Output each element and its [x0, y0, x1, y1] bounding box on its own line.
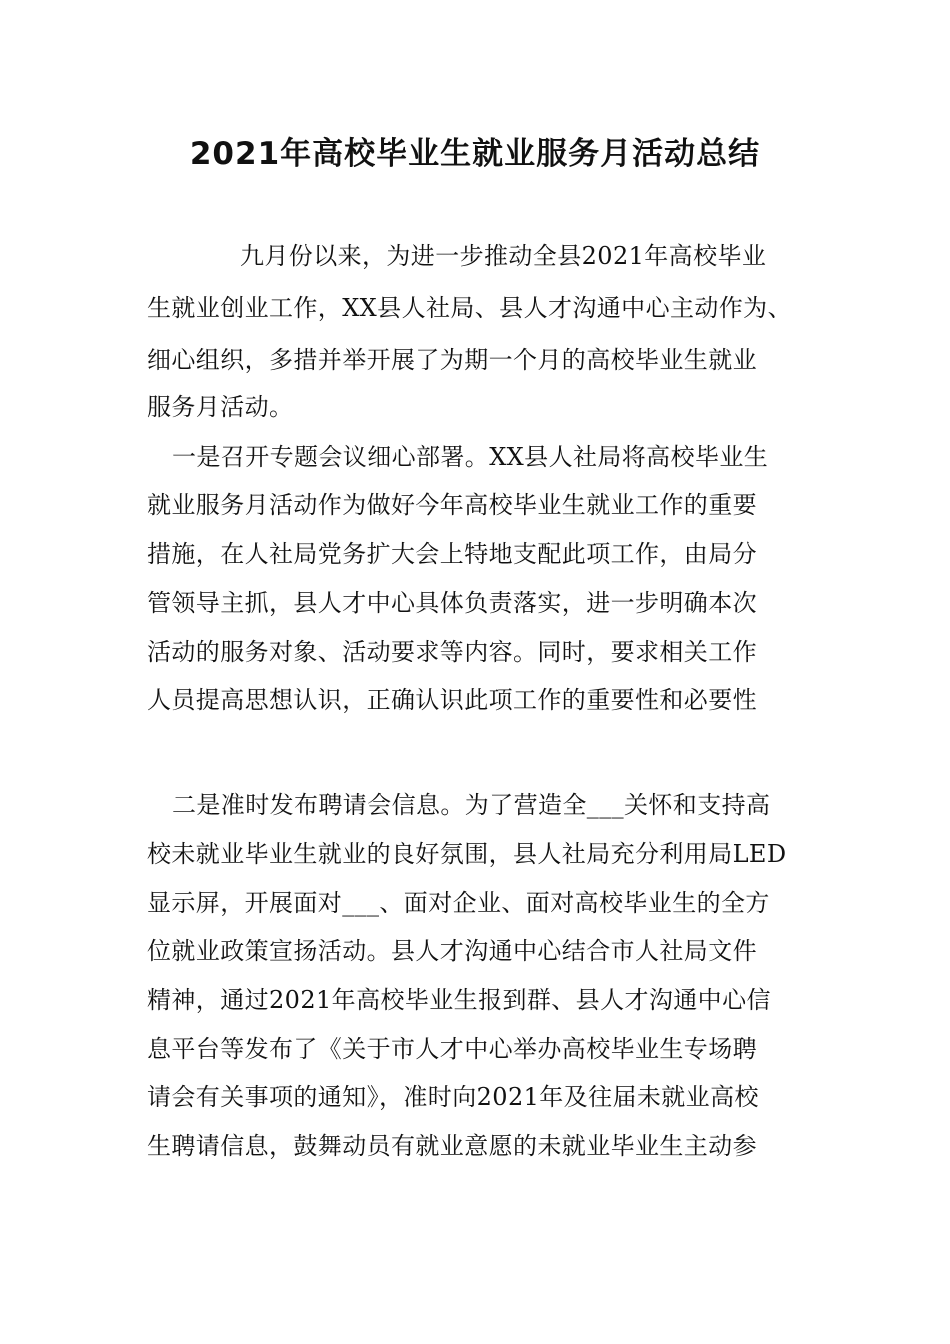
paragraph-line: 一是召开专题会议细心部署。XX县人社局将高校毕业生 [172, 443, 769, 471]
document-title: 2021年高校毕业生就业服务月活动总结 [189, 136, 761, 172]
paragraph-line: 位就业政策宣扬活动。县人才沟通中心结合市人社局文件 [147, 937, 757, 965]
paragraph-line: 管领导主抓，县人才中心具体负责落实，进一步明确本次 [147, 589, 757, 617]
paragraph-line: 请会有关事项的通知》，准时向2021年及往届未就业高校 [147, 1083, 759, 1111]
paragraph-line: 细心组织，多措并举开展了为期一个月的高校毕业生就业 [147, 346, 757, 374]
paragraph-line: 活动的服务对象、活动要求等内容。同时，要求相关工作 [147, 638, 757, 666]
paragraph-line: 九月份以来，为进一步推动全县2021年高校毕业 [240, 242, 767, 270]
paragraph-line: 二是准时发布聘请会信息。为了营造全___关怀和支持高 [172, 791, 771, 819]
paragraph-line: 息平台等发布了《关于市人才中心举办高校毕业生专场聘 [147, 1035, 757, 1063]
paragraph-line: 人员提高思想认识，正确认识此项工作的重要性和必要性 [147, 686, 757, 714]
paragraph-line: 生聘请信息，鼓舞动员有就业意愿的未就业毕业生主动参 [147, 1132, 757, 1160]
paragraph-line: 显示屏，开展面对___、面对企业、面对高校毕业生的全方 [147, 889, 770, 917]
paragraph-line: 校未就业毕业生就业的良好氛围，县人社局充分利用局LED [147, 840, 787, 868]
paragraph-line: 就业服务月活动作为做好今年高校毕业生就业工作的重要 [147, 491, 757, 519]
paragraph-line: 精神，通过2021年高校毕业生报到群、县人才沟通中心信 [147, 986, 771, 1014]
paragraph-line: 生就业创业工作，XX县人社局、县人才沟通中心主动作为、 [147, 294, 792, 322]
paragraph-line: 措施，在人社局党务扩大会上特地支配此项工作，由局分 [147, 540, 757, 568]
paragraph-line: 服务月活动。 [147, 393, 294, 421]
